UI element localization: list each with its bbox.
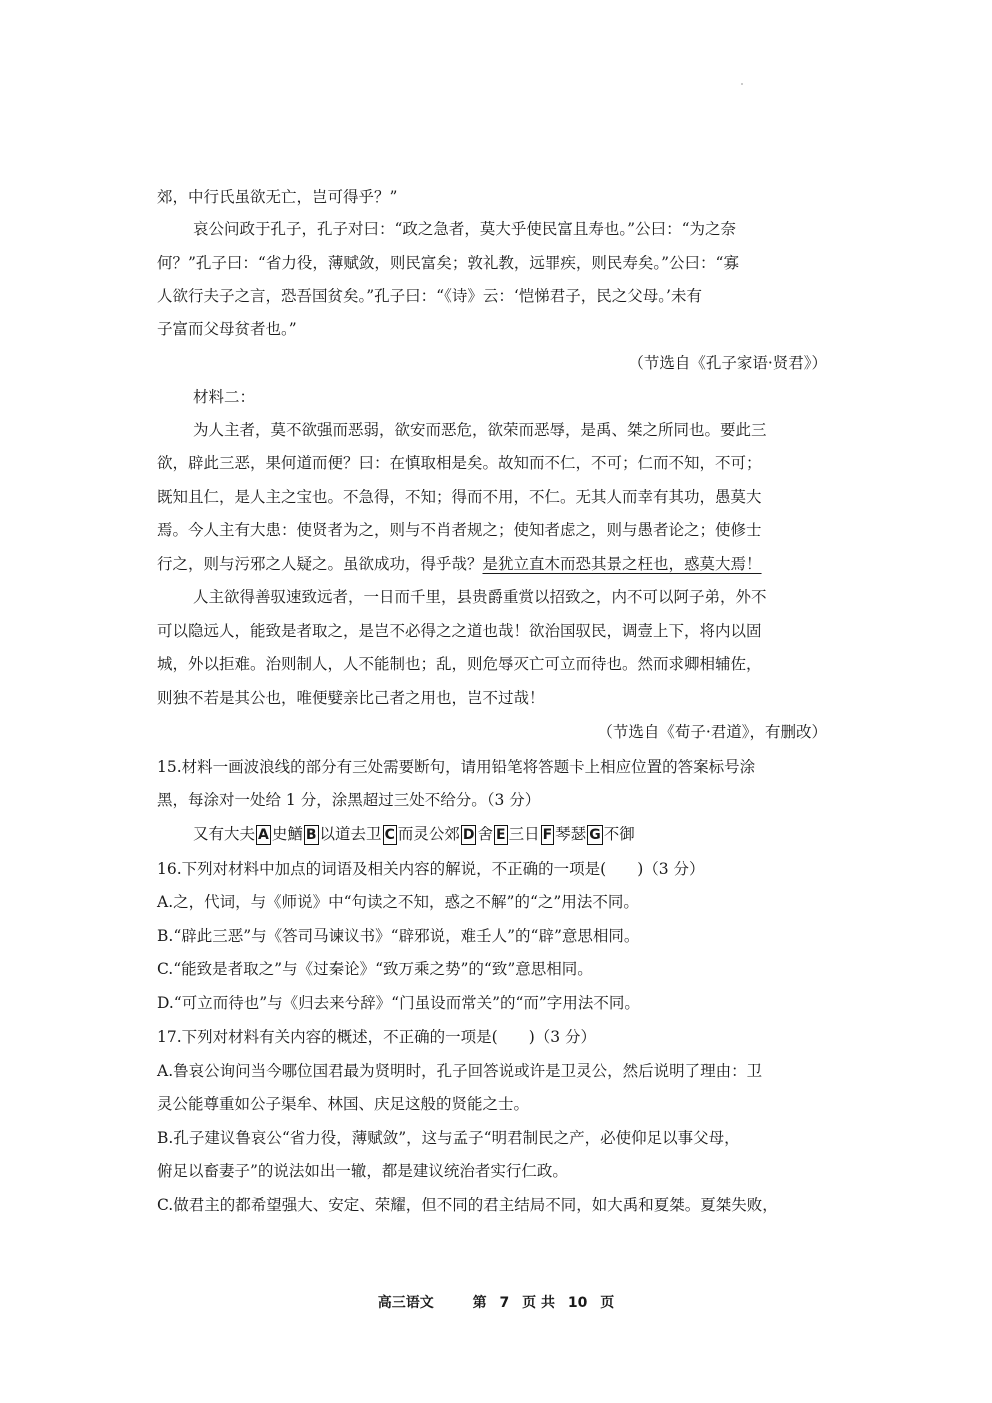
text-line: 为人主者，莫不欲强而恶弱，欲安而恶危，欲荣而恶辱，是禹、桀之所同也。要此三 — [193, 421, 767, 439]
text-line: 人欲行夫子之言，恐吾国贫矣。”孔子曰：“《诗》云：‘恺悌君子，民之父母。’未有 — [157, 287, 702, 305]
text-line: 则独不若是其公也，唯便嬖亲比己者之用也，岂不过哉！ — [157, 689, 545, 707]
sentence-segment: 史鰌 — [271, 825, 303, 843]
footer-page-middle: 页 共 — [522, 1295, 555, 1311]
text-line: A.鲁哀公询问当今哪位国君最为贤明时，孔子回答说或许是卫灵公，然后说明了理由：卫 — [157, 1062, 763, 1080]
text-line: C.做君主的都希望强大、安定、荣耀，但不同的君主结局不同，如大禹和夏桀。夏桀失败， — [157, 1196, 778, 1214]
text-line: 材料二： — [193, 388, 256, 406]
footer-total-pages: 10 — [567, 1295, 588, 1311]
answer-label-box: B — [305, 827, 317, 843]
text-line: 可以隐远人，能致是者取之，是岂不必得之之道也哉！欲治国驭民，调壹上下，将内以固 — [157, 622, 762, 640]
text-line: 焉。今人主有大患：使贤者为之，则与不肖者规之；使知者虑之，则与愚者论之；使修士 — [157, 521, 762, 539]
answer-label-box: E — [496, 827, 506, 843]
text-line: 俯足以畜妻子”的说法如出一辙，都是建议统治者实行仁政。 — [157, 1162, 568, 1180]
footer-page-suffix: 页 — [600, 1295, 615, 1311]
text-line: 灵公能尊重如公子渠牟、林国、庆足这般的贤能之士。 — [157, 1095, 530, 1113]
underlined-sentence: 是犹立直木而恐其景之枉也，惑莫大焉！ — [482, 555, 762, 573]
text-line: B.孔子建议鲁哀公“省力役，薄赋敛”，这与孟子“明君制民之产，必使仰足以事父母， — [157, 1129, 740, 1147]
source-citation-1: （节选自《孔子家语·贤君》） — [628, 354, 827, 372]
sentence-segment: 不御 — [603, 825, 635, 843]
text-line: A.之，代词，与《师说》中“句读之不知，惑之不解”的“之”用法不同。 — [157, 893, 639, 911]
sentence-segment: 而灵公郊 — [397, 825, 460, 843]
text-line: 郊，中行氏虽欲无亡，岂可得乎？” — [157, 188, 398, 206]
sentence-segment: 舍 — [477, 825, 493, 843]
text-line: 城，外以拒难。治则制人，人不能制也；乱，则危辱灭亡可立而待也。然而求卿相辅佐， — [157, 655, 762, 673]
text-line: 16.下列对材料中加点的词语及相关内容的解说，不正确的一项是( )（3 分） — [157, 860, 705, 878]
scan-speck — [741, 83, 743, 85]
source-citation-2: （节选自《荀子·君道》，有删改） — [597, 723, 827, 741]
answer-label-box: F — [542, 827, 553, 843]
sentence-segment: 又有大夫 — [193, 825, 256, 843]
sentence-segment: 琴瑟 — [555, 825, 587, 843]
underlined-line — [157, 553, 837, 575]
underlined-line-prefix: 行之，则与污邪之人疑之。虽欲成功，得乎哉？ — [157, 555, 483, 573]
text-line: 欲，辟此三恶，果何道而便？曰：在慎取相是矣。故知而不仁，不可；仁而不知，不可； — [157, 454, 762, 472]
footer-page-prefix: 第 — [472, 1295, 487, 1311]
answer-label-box: G — [589, 827, 601, 843]
text-line: 黑，每涂对一处给 1 分，涂黑超过三处不给分。（3 分） — [157, 791, 541, 809]
text-line: 哀公问政于孔子，孔子对曰：“政之急者，莫大乎使民富且寿也。”公曰：“为之奈 — [193, 220, 737, 238]
sentence-segment: 以道去卫 — [319, 825, 382, 843]
text-line: 既知且仁，是人主之宝也。不急得，不知；得而不用，不仁。无其人而幸有其功，愚莫大 — [157, 488, 762, 506]
sentence-segment: 三日 — [508, 825, 540, 843]
text-line: B.“辟此三恶”与《答司马谏议书》“辟邪说，难壬人”的“辟”意思相同。 — [157, 927, 640, 945]
page-footer — [0, 1292, 992, 1312]
text-line: C.“能致是者取之”与《过秦论》“致万乘之势”的“致”意思相同。 — [157, 960, 593, 978]
footer-page-number: 7 — [499, 1295, 510, 1311]
text-line: 子富而父母贫者也。” — [157, 320, 297, 338]
text-line: D.“可立而待也”与《归去来兮辞》“门虽设而常关”的“而”字用法不同。 — [157, 994, 640, 1012]
boxed-sentence — [193, 823, 837, 845]
text-line: 人主欲得善驭速致远者，一日而千里，县贵爵重赏以招致之，内不可以阿子弟，外不 — [193, 588, 767, 606]
answer-label-box: D — [462, 827, 475, 843]
text-line: 17.下列对材料有关内容的概述，不正确的一项是( )（3 分） — [157, 1028, 597, 1046]
answer-label-box: C — [384, 827, 395, 843]
footer-subject: 高三语文 — [377, 1295, 434, 1311]
text-line: 15.材料一画波浪线的部分有三处需要断句，请用铅笔将答题卡上相应位置的答案标号涂 — [157, 758, 756, 776]
text-line: 何？”孔子曰：“省力役，薄赋敛，则民富矣；敦礼教，远罪疾，则民寿矣。”公曰：“寡 — [157, 254, 739, 272]
answer-label-box: A — [258, 827, 269, 843]
